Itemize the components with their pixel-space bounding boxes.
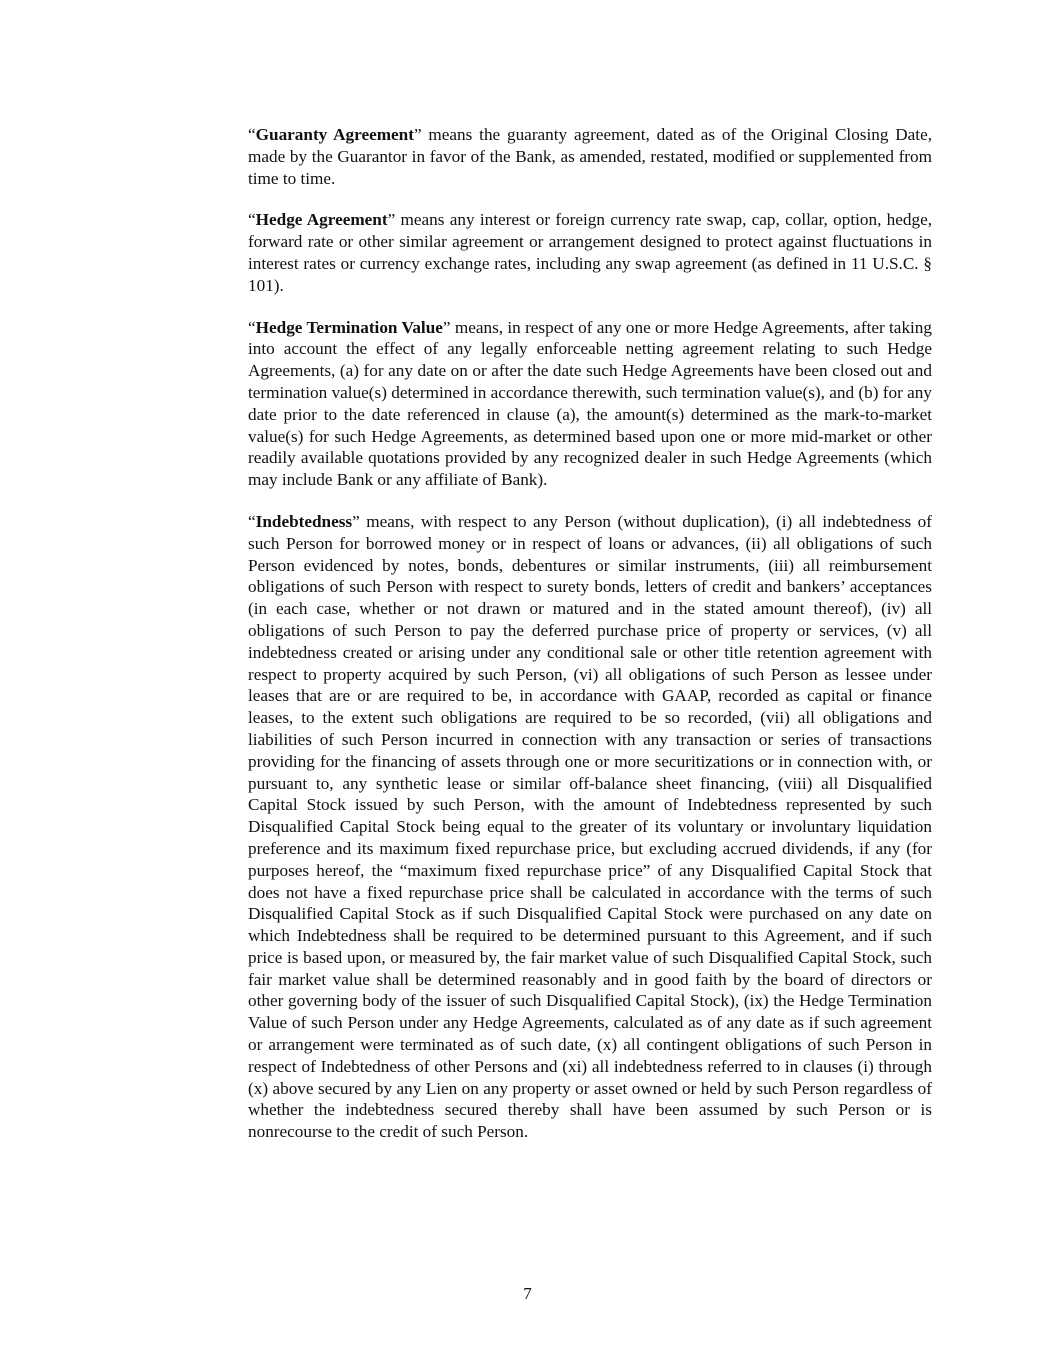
document-page — [248, 124, 932, 1163]
open-quote: “ — [248, 210, 256, 230]
open-quote: “ — [248, 511, 256, 531]
definition-body: ” means, with respect to any Person (without duplication), (i) all indebtedness of such Person for borrowed money or in respect of loans or advances, (ii) all obligations of such Person evidenced by notes, bonds, debentures or similar instruments, (iii) all reimbursement obligations of such Person with respect to surety bonds, letters of credit and bankers’ acceptances (in each case, whether or not drawn or matured and in the stated amount thereof), (iv) all obligations of such Person to pay the deferred purchase price of property or services, (v) all indebtedness created or arising under any conditional sale or other title retention agreement with respect to property acquired by such Person, (vi) all obligations of such Person as lessee under leases that are or are required to be, in accordance with GAAP, recorded as capital or finance leases, to the extent such obligations are required to be so recorded, (vii) all obligations and liabilities of such Person incurred in connection with any transaction or series of transactions providing for the financing of assets through one or more securitizations or in connection with, or pursuant to, any synthetic lease or similar off-balance sheet financing, (viii) all Disqualified Capital Stock issued by such Person, with the amount of Indebtedness represented by such Disqualified Capital Stock being equal to the greater of its voluntary or involuntary liquidation preference and its maximum fixed repurchase price, but excluding accrued dividends, if any (for purposes hereof, the “maximum fixed repurchase price” of any Disqualified Capital Stock that does not have a fixed repurchase price shall be calculated in accordance with the terms of such Disqualified Capital Stock as if such Disqualified Capital Stock were purchased on any date on which Indebtedness shall be required to be determined pursuant to this Agreement, and if such price is based upon, or measured by, the fair market value of such Disqualified Capital Stock, such fair market value shall be determined reasonably and in good faith by the board of directors or other governing body of the issuer of such Disqualified Capital Stock), (ix) the Hedge Termination Value of such Person under any Hedge Agreements, calculated as of any date as if such agreement or arrangement were terminated as of such date, (x) all contingent obligations of such Person in respect of Indebtedness of other Persons and (xi) all indebtedness referred to in clauses (i) through (x) above secured by any Lien on any property or asset owned or held by such Person regardless of whether the indebtedness secured thereby shall have been assumed by such Person or is nonrecourse to the credit of such Person. — [248, 511, 932, 1142]
page-number: 7 — [523, 1284, 532, 1303]
definition-body: ” means any interest or foreign currency rate swap, cap, collar, option, hedge, forward rate or other similar agreement or arrangement designed to protect against fluctuations in interest rates or currency exchange rates, including any swap agreement (as defined in 11 U.S.C. § 101). — [248, 210, 933, 295]
definition-guaranty-agreement — [248, 124, 932, 189]
definition-indebtedness — [248, 511, 932, 1143]
definition-body: ” means the guaranty agreement, dated as of the Original Closing Date, made by the Guarantor in favor of the Bank, as amended, restated, modified or supplemented from time to time. — [248, 125, 933, 188]
defined-term: Hedge Termination Value — [255, 317, 443, 337]
defined-term: Indebtedness — [255, 511, 353, 531]
definition-hedge-termination-value — [248, 317, 932, 491]
definition-hedge-agreement — [248, 209, 932, 296]
open-quote: “ — [248, 317, 256, 337]
definition-body: ” means, in respect of any one or more Hedge Agreements, after taking into account the effect of any legally enforceable netting agreement relating to such Hedge Agreements, (a) for any date on or after the date such Hedge Agreements have been closed out and termination value(s) determined in accordance therewith, such termination value(s), and (b) for any date prior to the date referenced in clause (a), the amount(s) determined as the mark-to-market value(s) for such Hedge Agreements, as determined based upon one or more mid-market or other readily available quotations provided by any recognized dealer in such Hedge Agreements (which may include Bank or any affiliate of Bank). — [248, 317, 932, 490]
open-quote: “ — [248, 125, 256, 144]
defined-term: Hedge Agreement — [255, 210, 388, 230]
defined-term: Guaranty Agreement — [255, 125, 414, 144]
